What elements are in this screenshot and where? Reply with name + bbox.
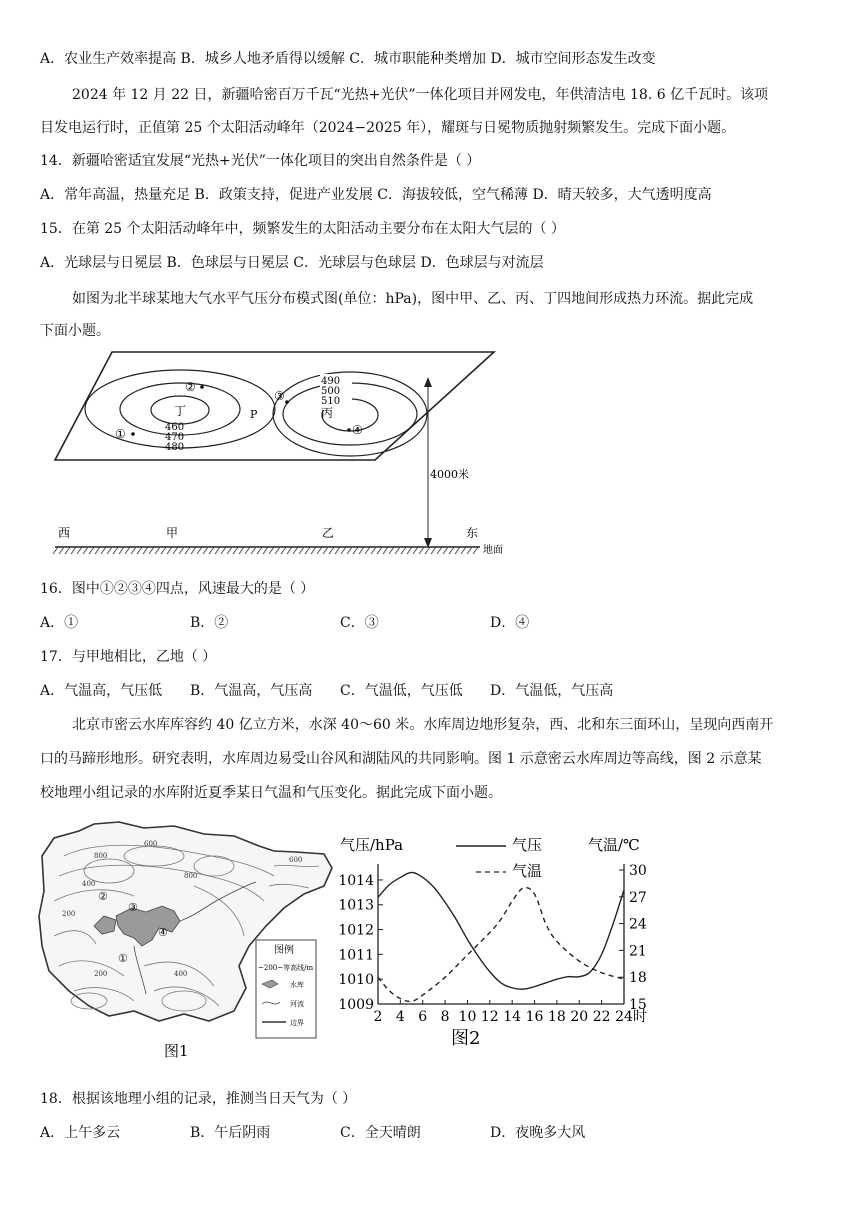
point-2-label: ② — [185, 380, 196, 394]
contour-label: 200 — [94, 970, 108, 978]
x-tick-label: 22 — [592, 1009, 611, 1025]
legend-river: 河流 — [290, 1000, 304, 1008]
isobar-label-480: 480 — [165, 442, 185, 453]
isobar-label-500: 500 — [321, 386, 341, 397]
q17-option-d: D．气温低，气压高 — [490, 683, 614, 699]
q18-option-d: D．夜晚多大风 — [490, 1125, 586, 1141]
isobar-label-490: 490 — [321, 376, 341, 387]
center-ding: 丁 — [174, 404, 187, 418]
ground-west: 西 — [58, 526, 71, 540]
legend-pressure: 气压 — [512, 836, 543, 854]
x-unit-label: 时 — [633, 1009, 647, 1025]
x-tick-label: 20 — [570, 1009, 589, 1025]
q16-option-b: B．② — [190, 615, 229, 631]
y-tick-label-left: 1013 — [338, 897, 374, 914]
contour-label: 600 — [289, 856, 303, 864]
question-14: 14．新疆哈密适宜发展“光热+光伏”一体化项目的突出自然条件是（ ） — [40, 153, 481, 169]
x-tick-label: 4 — [395, 1009, 405, 1025]
passage-2-line-1: 如图为北半球某地大气水平气压分布模式图(单位：hPa)，图中甲、乙、丙、丁四地间形成热力环流。据此完成 — [72, 291, 754, 307]
x-tick-label: 6 — [418, 1009, 428, 1025]
legend-contour: ~200~等高线/m — [258, 964, 314, 972]
ground-yi: 乙 — [322, 526, 335, 540]
point-3 — [285, 400, 289, 404]
x-tick-label: 8 — [440, 1009, 450, 1025]
y-tick-label-left: 1010 — [338, 972, 374, 989]
point-3-label: ③ — [274, 389, 285, 403]
ground-label: 地面 — [483, 545, 503, 556]
contour-label: 800 — [184, 872, 198, 880]
contour-label: 800 — [94, 852, 108, 860]
reservoir-contour-map — [34, 816, 334, 1060]
contour-label: 600 — [144, 840, 158, 848]
map-point-2: ② — [98, 890, 108, 903]
point-1-label: ① — [115, 427, 126, 441]
q14-options: A．常年高温，热量充足 B．政策支持，促进产业发展 C．海拔较低，空气稀薄 D．晴天较多，大气透明度高 — [40, 187, 712, 203]
y-tick-label-right: 15 — [629, 997, 647, 1013]
isobar-label-510: 510 — [321, 396, 341, 407]
y-tick-label-left: 1011 — [338, 947, 374, 964]
y-axis-label-right: 气温/℃ — [588, 836, 640, 854]
point-1 — [131, 432, 135, 436]
map-point-3: ③ — [128, 901, 138, 914]
q18-option-c: C．全天晴朗 — [340, 1125, 421, 1141]
x-tick-label: 14 — [503, 1009, 522, 1025]
q16-option-a: A．① — [40, 615, 79, 631]
q17-options — [40, 680, 613, 700]
temperature-series-line — [378, 887, 624, 1001]
y-tick-label-right: 21 — [629, 943, 647, 960]
pressure-series-line — [378, 872, 624, 989]
passage-3-line-3: 校地理小组记录的水库附近夏季某日气温和气压变化。据此完成下面小题。 — [40, 785, 502, 801]
q16-options — [40, 612, 800, 632]
legend-boundary: 边界 — [290, 1019, 304, 1027]
figure-2-caption: 图2 — [451, 1028, 481, 1049]
q18-option-a: A．上午多云 — [40, 1125, 121, 1141]
isobar-label-470: 470 — [165, 432, 185, 443]
q17-option-b: B．气温高，气压高 — [190, 683, 313, 699]
ground-east: 东 — [466, 526, 479, 540]
map-point-1: ① — [118, 952, 128, 965]
contour-label: 200 — [62, 910, 76, 918]
q18-options — [40, 1122, 585, 1142]
height-label: 4000米 — [430, 468, 469, 481]
y-axis-label-left: 气压/hPa — [340, 836, 404, 854]
map-point-4: ④ — [158, 926, 168, 939]
p-label: P — [250, 408, 258, 421]
point-2 — [200, 385, 204, 389]
passage-3-line-1: 北京市密云水库库容约 40 亿立方米，水深 40～60 米。水库周边地形复杂，西、北和东三面环山，呈现向西南开 — [72, 717, 774, 733]
question-16: 16．图中①②③④四点，风速最大的是（ ） — [40, 581, 315, 597]
y-tick-label-right: 27 — [629, 889, 647, 906]
contour-label: 400 — [82, 880, 96, 888]
y-tick-label-left: 1009 — [338, 997, 374, 1013]
q15-options: A．光球层与日冕层 B．色球层与日冕层 C．光球层与色球层 D．色球层与对流层 — [40, 255, 544, 271]
question-17: 17．与甲地相比，乙地（ ） — [40, 649, 217, 665]
q17-option-a: A．气温高，气压低 — [40, 683, 163, 699]
x-tick-label: 10 — [458, 1009, 477, 1025]
question-18: 18．根据该地理小组的记录，推测当日天气为（ ） — [40, 1091, 357, 1107]
y-tick-label-right: 24 — [629, 916, 647, 933]
ground-hatching — [53, 547, 478, 554]
y-tick-label-right: 18 — [629, 970, 647, 987]
ground-jia: 甲 — [166, 526, 179, 540]
x-tick-label: 12 — [480, 1009, 499, 1025]
q18-option-b: B．午后阴雨 — [190, 1125, 271, 1141]
q13-options: A．农业生产效率提高 B．城乡人地矛盾得以缓解 C．城市职能种类增加 D．城市空间形态发生改变 — [40, 51, 656, 67]
y-tick-label-left: 1012 — [338, 922, 374, 939]
isobar-diagram — [40, 342, 520, 562]
point-4 — [347, 428, 351, 432]
question-15: 15．在第 25 个太阳活动峰年中，频繁发生的太阳活动主要分布在太阳大气层的（ ） — [40, 221, 565, 237]
y-tick-label-left: 1014 — [338, 872, 374, 889]
x-tick-label: 16 — [525, 1009, 544, 1025]
passage-3-line-2: 口的马蹄形地形。研究表明，水库周边易受山谷风和湖陆风的共同影响。图 1 示意密云水库周边等高线，图 2 示意某 — [40, 751, 762, 767]
q16-option-d: D．④ — [490, 615, 530, 631]
q16-option-c: C．③ — [340, 615, 379, 631]
point-4-label: ④ — [352, 423, 363, 437]
y-tick-label-right: 30 — [629, 863, 647, 879]
passage-1-line-2: 目发电运行时，正值第 25 个太阳活动峰年（2024−2025 年），耀斑与日冕物质抛射频繁发生。完成下面小题。 — [40, 120, 736, 136]
contour-label: 400 — [174, 970, 188, 978]
figure-1-caption: 图1 — [164, 1042, 189, 1060]
isobar-label-460: 460 — [165, 422, 185, 433]
passage-1-line-1: 2024 年 12 月 22 日，新疆哈密百万千瓦“光热+光伏”一体化项目并网发电，年供清洁电 18. 6 亿千瓦时。该项 — [72, 87, 769, 103]
center-bing: 丙 — [321, 406, 334, 420]
legend-reservoir: 水库 — [290, 981, 304, 989]
x-tick-label: 24 — [615, 1009, 633, 1025]
passage-2-line-2: 下面小题。 — [40, 323, 110, 339]
pressure-temperature-chart — [336, 828, 666, 1054]
q17-option-c: C．气温低，气压低 — [340, 683, 463, 699]
legend-title: 图例 — [274, 945, 294, 956]
x-tick-label: 2 — [373, 1009, 383, 1025]
x-tick-label: 18 — [547, 1009, 566, 1025]
legend-temperature: 气温 — [512, 862, 543, 880]
